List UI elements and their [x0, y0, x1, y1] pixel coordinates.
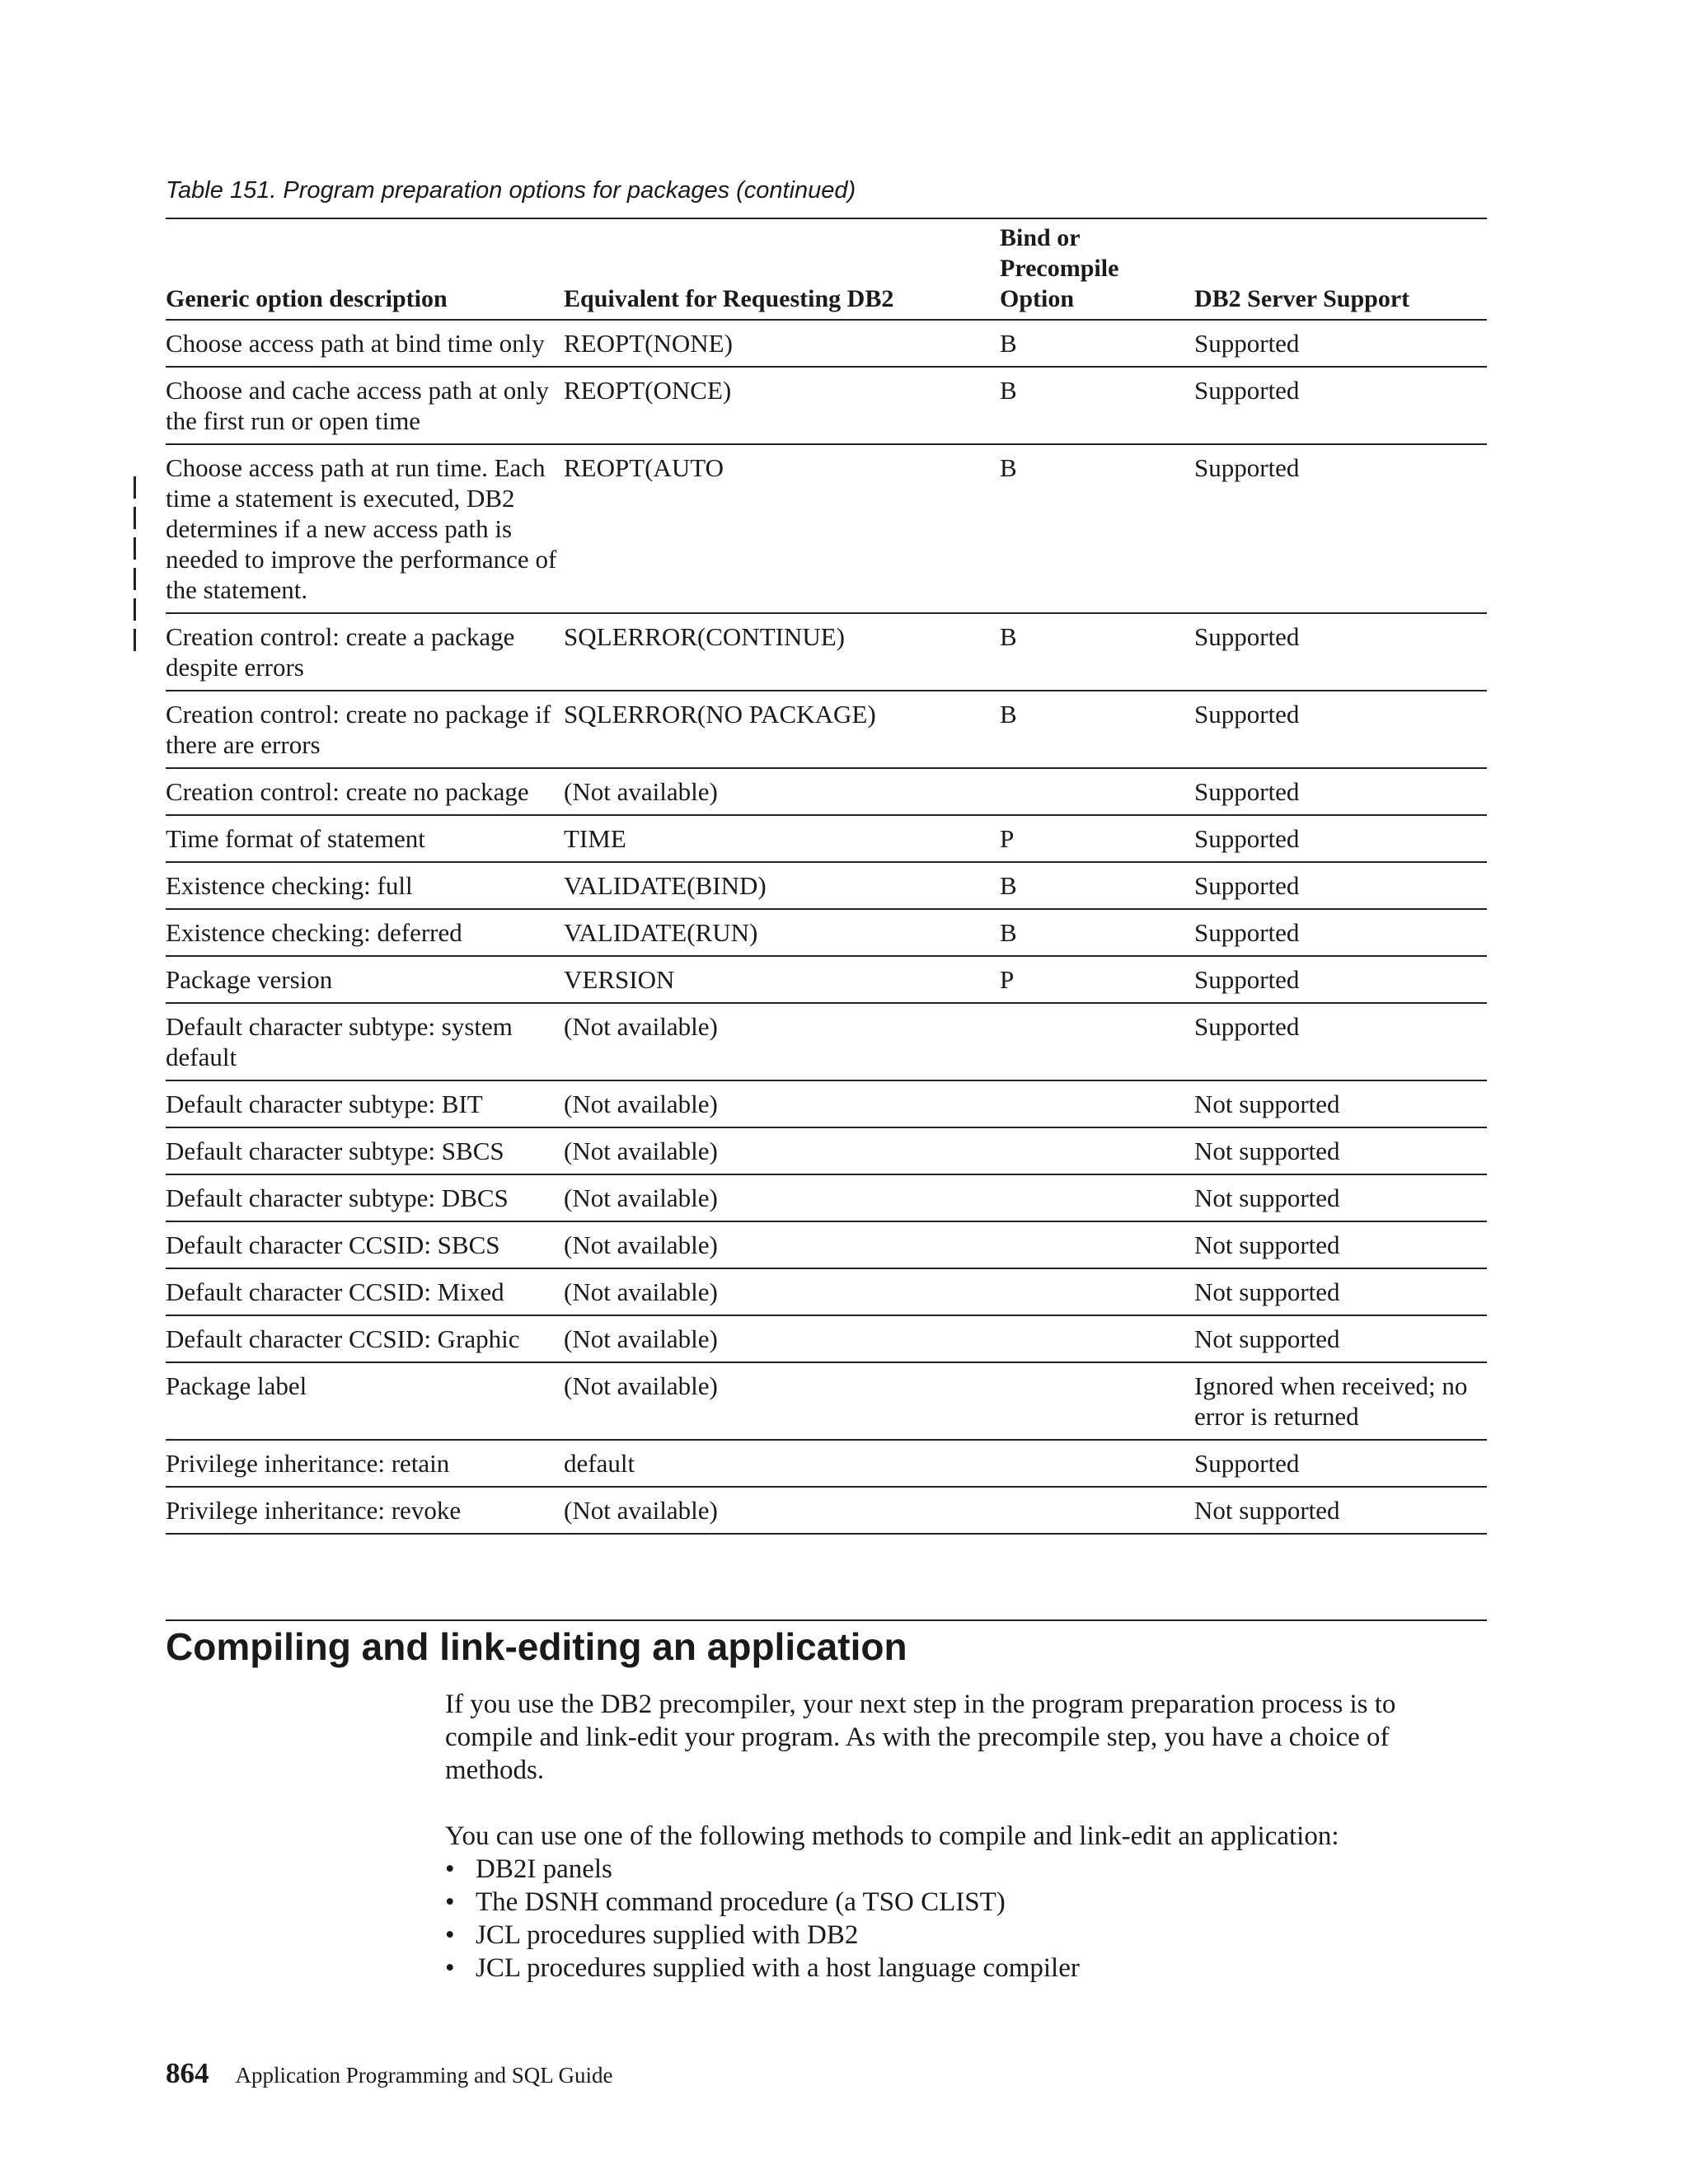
cell-generic: Default character subtype: SBCS: [166, 1137, 504, 1165]
bullet-icon: •: [445, 1920, 455, 1950]
table-row: [166, 815, 1487, 862]
list-item: [445, 1886, 1484, 1919]
cell-equivalent: (Not available): [564, 1137, 718, 1165]
cell-generic: Existence checking: full: [166, 871, 413, 900]
cell-option: [1000, 1440, 1194, 1487]
cell-support: Not supported: [1194, 1324, 1340, 1353]
table-row: [166, 367, 1487, 444]
cell-support: Supported: [1194, 376, 1300, 405]
cell-support: Supported: [1194, 871, 1300, 900]
cell-support: Supported: [1194, 1012, 1300, 1041]
list-item: [445, 1853, 1484, 1886]
cell-option: [1000, 1174, 1194, 1221]
table-row: [166, 613, 1487, 691]
cell-equivalent: (Not available): [564, 1371, 718, 1400]
cell-option: B: [1000, 700, 1017, 729]
cell-generic: Time format of statement: [166, 824, 425, 853]
cell-support: Supported: [1194, 453, 1300, 482]
cell-equivalent: SQLERROR(NO PACKAGE): [564, 700, 876, 729]
cell-equivalent: (Not available): [564, 1324, 718, 1353]
cell-equivalent: SQLERROR(CONTINUE): [564, 622, 845, 651]
cell-option: [1000, 1221, 1194, 1268]
page-number: 864: [166, 2057, 209, 2089]
header-equivalent: Equivalent for Requesting DB2: [564, 285, 894, 312]
cell-generic: Privilege inheritance: retain: [166, 1449, 450, 1478]
cell-equivalent: (Not available): [564, 1183, 718, 1212]
cell-support: Not supported: [1194, 1090, 1340, 1118]
cell-generic: Privilege inheritance: revoke: [166, 1496, 462, 1525]
cell-equivalent: VALIDATE(RUN): [564, 918, 758, 947]
cell-support: Supported: [1194, 622, 1300, 651]
cell-support: Not supported: [1194, 1183, 1340, 1212]
options-table-wrapper: [166, 218, 1487, 1535]
change-bar: [134, 476, 136, 499]
change-bars: [132, 476, 140, 659]
cell-generic: Creation control: create a package despite errors: [166, 622, 515, 682]
cell-generic: Default character CCSID: Graphic: [166, 1324, 520, 1353]
table-row: [166, 1268, 1487, 1315]
book-title: Application Programming and SQL Guide: [235, 2063, 613, 2088]
cell-support: Supported: [1194, 824, 1300, 853]
cell-support: Supported: [1194, 965, 1300, 994]
cell-equivalent: REOPT(ONCE): [564, 376, 732, 405]
table-row: [166, 1487, 1487, 1534]
cell-equivalent: TIME: [564, 824, 626, 853]
cell-option: B: [1000, 622, 1017, 651]
header-server-support: DB2 Server Support: [1194, 285, 1410, 312]
list-item-text: JCL procedures supplied with DB2: [476, 1920, 859, 1950]
table-row: [166, 1003, 1487, 1080]
page-footer: [166, 2055, 612, 2093]
cell-option: P: [1000, 965, 1015, 994]
cell-generic: Default character subtype: DBCS: [166, 1183, 509, 1212]
cell-option: B: [1000, 453, 1017, 482]
cell-option: [1000, 1362, 1194, 1440]
cell-generic: Creation control: create no package: [166, 777, 529, 806]
cell-support: Supported: [1194, 329, 1300, 358]
table-row: [166, 1315, 1487, 1362]
section-divider: [166, 1619, 1487, 1621]
section-heading: Compiling and link-editing an application: [166, 1625, 907, 1668]
cell-option: B: [1000, 329, 1017, 358]
bullet-icon: •: [445, 1854, 455, 1884]
table-header-row: [166, 218, 1487, 320]
list-item-text: DB2I panels: [476, 1854, 612, 1884]
cell-option: [1000, 1487, 1194, 1534]
cell-generic: Package version: [166, 965, 333, 994]
cell-support: Supported: [1194, 918, 1300, 947]
table-row: [166, 1080, 1487, 1127]
cell-equivalent: (Not available): [564, 1230, 718, 1259]
cell-option: [1000, 1268, 1194, 1315]
bullet-icon: •: [445, 1887, 455, 1917]
table-row: [166, 1221, 1487, 1268]
cell-generic: Default character subtype: system default: [166, 1012, 513, 1071]
section-body: [445, 1688, 1484, 1985]
table-row: [166, 956, 1487, 1003]
cell-generic: Choose and cache access path at only the first run or open time: [166, 376, 549, 435]
cell-equivalent: VALIDATE(BIND): [564, 871, 767, 900]
header-bind-option: [1000, 218, 1194, 320]
list-item-text: The DSNH command procedure (a TSO CLIST): [476, 1887, 1006, 1917]
cell-equivalent: (Not available): [564, 1090, 718, 1118]
cell-equivalent: (Not available): [564, 1277, 718, 1306]
options-table: [166, 218, 1487, 1535]
table-row: [166, 691, 1487, 768]
table-row: [166, 1127, 1487, 1174]
change-bar: [134, 629, 136, 651]
table-row: [166, 862, 1487, 909]
table-row: [166, 1174, 1487, 1221]
change-bar: [134, 598, 136, 621]
cell-option: [1000, 1080, 1194, 1127]
cell-support: Not supported: [1194, 1277, 1340, 1306]
table-caption: Table 151. Program preparation options for packages (continued): [166, 177, 856, 204]
cell-equivalent: (Not available): [564, 1012, 718, 1041]
cell-generic: Default character subtype: BIT: [166, 1090, 483, 1118]
cell-support: Supported: [1194, 700, 1300, 729]
header-generic: Generic option description: [166, 285, 448, 312]
list-item: [445, 1952, 1484, 1985]
change-bar: [134, 537, 136, 560]
bullet-icon: •: [445, 1953, 455, 1983]
header-bind-line: Option: [1000, 285, 1075, 312]
cell-option: P: [1000, 824, 1015, 853]
table-row: [166, 909, 1487, 956]
cell-equivalent: (Not available): [564, 777, 718, 806]
cell-support: Not supported: [1194, 1230, 1340, 1259]
cell-generic: Default character CCSID: SBCS: [166, 1230, 500, 1259]
cell-option: B: [1000, 871, 1017, 900]
cell-equivalent: VERSION: [564, 965, 675, 994]
cell-support: Ignored when received; no error is returned: [1194, 1371, 1468, 1431]
cell-option: [1000, 768, 1194, 815]
cell-option: [1000, 1315, 1194, 1362]
cell-support: Not supported: [1194, 1137, 1340, 1165]
cell-option: [1000, 1127, 1194, 1174]
cell-support: Supported: [1194, 1449, 1300, 1478]
table-row: [166, 320, 1487, 367]
cell-option: B: [1000, 918, 1017, 947]
cell-support: Not supported: [1194, 1496, 1340, 1525]
cell-support: Supported: [1194, 777, 1300, 806]
header-bind-line: Bind or: [1000, 224, 1081, 251]
cell-option: B: [1000, 376, 1017, 405]
cell-equivalent: default: [564, 1449, 635, 1478]
change-bar: [134, 568, 136, 590]
cell-generic: Default character CCSID: Mixed: [166, 1277, 504, 1306]
cell-generic: Choose access path at run time. Each time a statement is executed, DB2 determines if a new access path is needed to improve the performance of the statement.: [166, 453, 557, 604]
cell-generic: Creation control: create no package if there are errors: [166, 700, 551, 759]
cell-equivalent: (Not available): [564, 1496, 718, 1525]
cell-equivalent: REOPT(NONE): [564, 329, 733, 358]
list-item: [445, 1919, 1484, 1952]
methods-list: [445, 1853, 1484, 1985]
change-bar: [134, 507, 136, 529]
table-row: [166, 444, 1487, 613]
header-bind-line: Precompile: [1000, 255, 1119, 282]
list-item-text: JCL procedures supplied with a host language compiler: [476, 1953, 1080, 1983]
cell-generic: Choose access path at bind time only: [166, 329, 545, 358]
intro-paragraph: If you use the DB2 precompiler, your next step in the program preparation process is to compile and link-edit your program. As with the precompile step, you have a choice of methods.: [445, 1690, 1396, 1785]
cell-generic: Existence checking: deferred: [166, 918, 462, 947]
methods-paragraph: You can use one of the following methods to compile and link-edit an application:: [445, 1821, 1339, 1851]
table-row: [166, 1440, 1487, 1487]
cell-generic: Package label: [166, 1371, 307, 1400]
table-row: [166, 768, 1487, 815]
cell-option: [1000, 1003, 1194, 1080]
cell-equivalent: REOPT(AUTO: [564, 453, 724, 482]
table-row: [166, 1362, 1487, 1440]
